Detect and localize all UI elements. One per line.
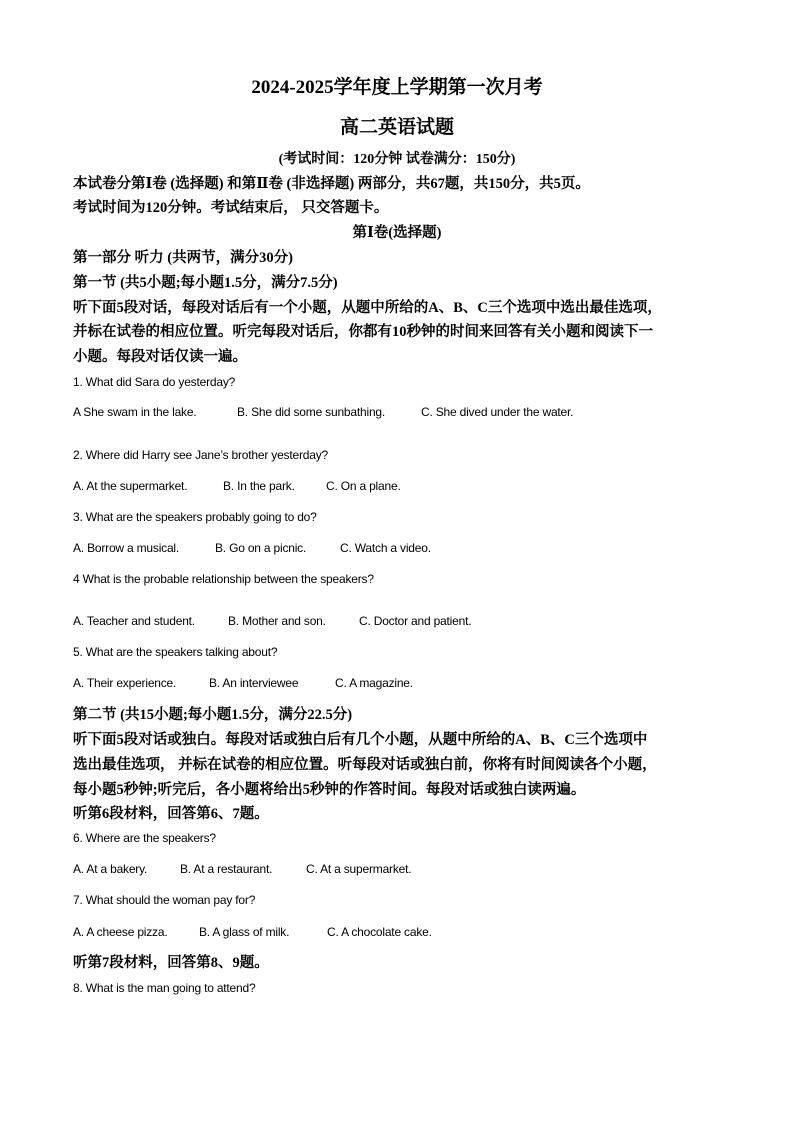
question-7-options xyxy=(73,925,432,939)
option-b: B. A glass of milk. xyxy=(199,925,290,939)
volume-title: 第Ⅰ卷(选择题) xyxy=(352,225,442,241)
question-5-options xyxy=(73,676,413,690)
intro-line-1: 本试卷分第Ⅰ卷 (选择题) 和第Ⅱ卷 (非选择题) 两部分，共67题，共150分，共5页。 xyxy=(73,176,590,192)
option-c: C. A chocolate cake. xyxy=(327,925,432,939)
option-a: A. At a bakery. xyxy=(73,862,148,876)
option-b: B. Mother and son. xyxy=(228,614,326,628)
exam-subtitle: 高二英语试题 xyxy=(339,117,454,138)
option-b: B. An interviewee xyxy=(209,676,299,690)
option-c: C. At a supermarket. xyxy=(306,862,412,876)
material-7-heading: 听第7段材料，回答第8、9题。 xyxy=(73,955,269,971)
question-3-options xyxy=(73,541,431,555)
option-a: A. At the supermarket. xyxy=(73,479,188,493)
option-a: A. Borrow a musical. xyxy=(73,541,180,555)
section1-instruction-2: 并标在试卷的相应位置。听完每段对话后，你都有10秒钟的时间来回答有关小题和阅读下一 xyxy=(73,324,653,340)
option-c: C. A magazine. xyxy=(335,676,413,690)
option-b: B. In the park. xyxy=(223,479,295,493)
section2-instruction-1: 听下面5段对话或独白。每段对话或独白后有几个小题，从题中所给的A、B、C三个选项中 xyxy=(73,732,648,748)
option-c: C. She dived under the water. xyxy=(421,405,574,419)
option-a: A. A cheese pizza. xyxy=(73,925,168,939)
option-c: C. On a plane. xyxy=(326,479,401,493)
section1-instruction-3: 小题。每段对话仅读一遍。 xyxy=(73,349,247,365)
section2-instruction-3: 每小题5秒钟;听完后，各小题将给出5秒钟的作答时间。每段对话或独白读两遍。 xyxy=(73,782,586,798)
option-a: A. Their experience. xyxy=(73,676,177,690)
section1-instruction-1: 听下面5段对话，每段对话后有一个小题，从题中所给的A、B、C三个选项中选出最佳选项， xyxy=(73,300,662,316)
question-2-options xyxy=(73,479,401,493)
exam-info: (考试时间：120分钟 试卷满分：150分) xyxy=(278,152,516,167)
section2-instruction-2: 选出最佳选项， 并标在试卷的相应位置。听每段对话或独白前，你将有时间阅读各个小题， xyxy=(73,757,657,773)
question-7: 7. What should the woman pay for? xyxy=(73,893,256,907)
section2-title: 第二节 (共15小题;每小题1.5分，满分22.5分) xyxy=(73,707,353,723)
question-3: 3. What are the speakers probably going to do? xyxy=(73,510,317,524)
exam-title: 2024-2025学年度上学期第一次月考 xyxy=(251,77,543,98)
question-2: 2. Where did Harry see Jane’s brother yesterday? xyxy=(73,448,328,462)
option-b: B. She did some sunbathing. xyxy=(237,405,386,419)
question-6: 6. Where are the speakers? xyxy=(73,831,216,845)
question-8: 8. What is the man going to attend? xyxy=(73,981,256,995)
option-a: A. Teacher and student. xyxy=(73,614,195,628)
question-4: 4 What is the probable relationship between the speakers? xyxy=(73,572,374,586)
part1-title: 第一部分 听力 (共两节，满分30分) xyxy=(73,250,293,266)
option-a: A She swam in the lake. xyxy=(73,405,197,419)
question-4-options xyxy=(73,614,471,628)
option-c: C. Doctor and patient. xyxy=(359,614,472,628)
option-b: B. At a restaurant. xyxy=(180,862,273,876)
material-6-heading: 听第6段材料，回答第6、7题。 xyxy=(73,806,269,822)
intro-line-2: 考试时间为120分钟。考试结束后， 只交答题卡。 xyxy=(73,200,389,216)
option-c: C. Watch a video. xyxy=(340,541,431,555)
section1-title: 第一节 (共5小题;每小题1.5分，满分7.5分) xyxy=(73,275,338,291)
question-1: 1. What did Sara do yesterday? xyxy=(73,375,236,389)
option-b: B. Go on a picnic. xyxy=(215,541,307,555)
question-6-options xyxy=(73,862,411,876)
question-1-options xyxy=(73,405,573,419)
question-5: 5. What are the speakers talking about? xyxy=(73,645,278,659)
